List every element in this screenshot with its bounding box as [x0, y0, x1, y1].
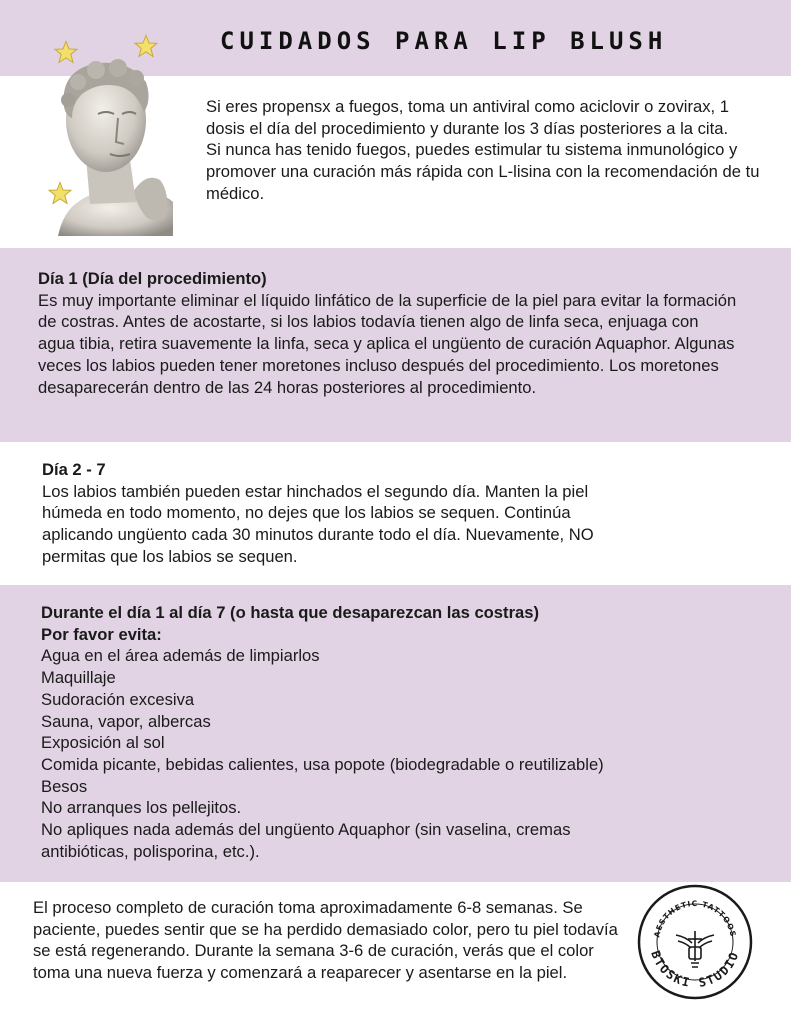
avoid-section — [41, 602, 641, 862]
day2-section — [42, 459, 622, 568]
closing-paragraph: El proceso completo de curación toma aproximadamente 6-8 semanas. Se paciente, puedes sentir que se ha perdido demasiado color, pero tu piel todavía se está regenerando. Durante la semana 3-6 de curación, verás que el color toma una nueva fuerza y comenzará a reaparecer y asentarse en la piel. — [33, 898, 618, 983]
page-title: CUIDADOS PARA LIP BLUSH — [220, 27, 668, 55]
day1-body: Es muy importante eliminar el líquido linfático de la superficie de la piel para evitar la formación de costras. Antes de acostarte, si los labios todavía tienen algo de linfa seca, enjuaga con agua tibia, retira suavemente la linfa, seca y aplica el ungüento de curación Aquaphor. Algunas veces los labios pueden tener moretones incluso después del procedimiento. Los moretones desaparecerán dentro de las 24 horas posteriores al procedimiento. — [38, 290, 737, 397]
day2-heading: Día 2 - 7 — [42, 460, 106, 479]
avoid-item: No arranques los pellejitos. — [41, 798, 242, 818]
avoid-item: Besos — [41, 776, 88, 796]
day1-section — [38, 268, 738, 398]
avoid-item: Agua en el área además de limpiarlos — [41, 646, 320, 666]
avoid-item: Exposición al sol — [41, 733, 165, 753]
studio-logo — [636, 883, 754, 1001]
avoid-item: Maquillaje — [41, 668, 116, 688]
avoid-item: No apliques nada además del ungüento Aquaphor (sin vaselina, cremas antibióticas, polisporina, etc.). — [41, 820, 571, 861]
avoid-item: Sudoración excesiva — [41, 689, 195, 709]
closing-section — [33, 897, 618, 984]
logo-top-text: AESTHETIC TATTOOS — [652, 898, 738, 939]
intro-paragraph-2: Si nunca has tenido fuegos, puedes estimular tu sistema inmunológico y promover una curación más rápida con L-lisina con la recomendación de tu médico. — [206, 140, 760, 203]
avoid-subheading: Por favor evita: — [41, 624, 162, 644]
intro-paragraph-1: Si eres propensx a fuegos, toma un antiviral como aciclovir o zovirax, 1 dosis el día del procedimiento y durante los 3 días posteriores a la cita. — [206, 97, 729, 138]
avoid-heading: Durante el día 1 al día 7 (o hasta que desaparezcan las costras) — [41, 603, 540, 622]
day2-body: Los labios también pueden estar hinchados el segundo día. Manten la piel húmeda en todo momento, no dejes que los labios se sequen. Continúa aplicando ungüento cada 30 minutos durante todo el día. Nuevamente, NO permitas que los labios se sequen. — [42, 481, 594, 566]
avoid-item: Sauna, vapor, albercas — [41, 711, 211, 731]
statue-bust-image — [38, 52, 173, 236]
logo-bottom-text: BTOSKI STUDIO — [648, 948, 742, 990]
day1-heading: Día 1 (Día del procedimiento) — [38, 269, 267, 288]
intro-section — [206, 96, 771, 205]
avoid-item: Comida picante, bebidas calientes, usa popote (biodegradable o reutilizable) — [41, 754, 604, 774]
